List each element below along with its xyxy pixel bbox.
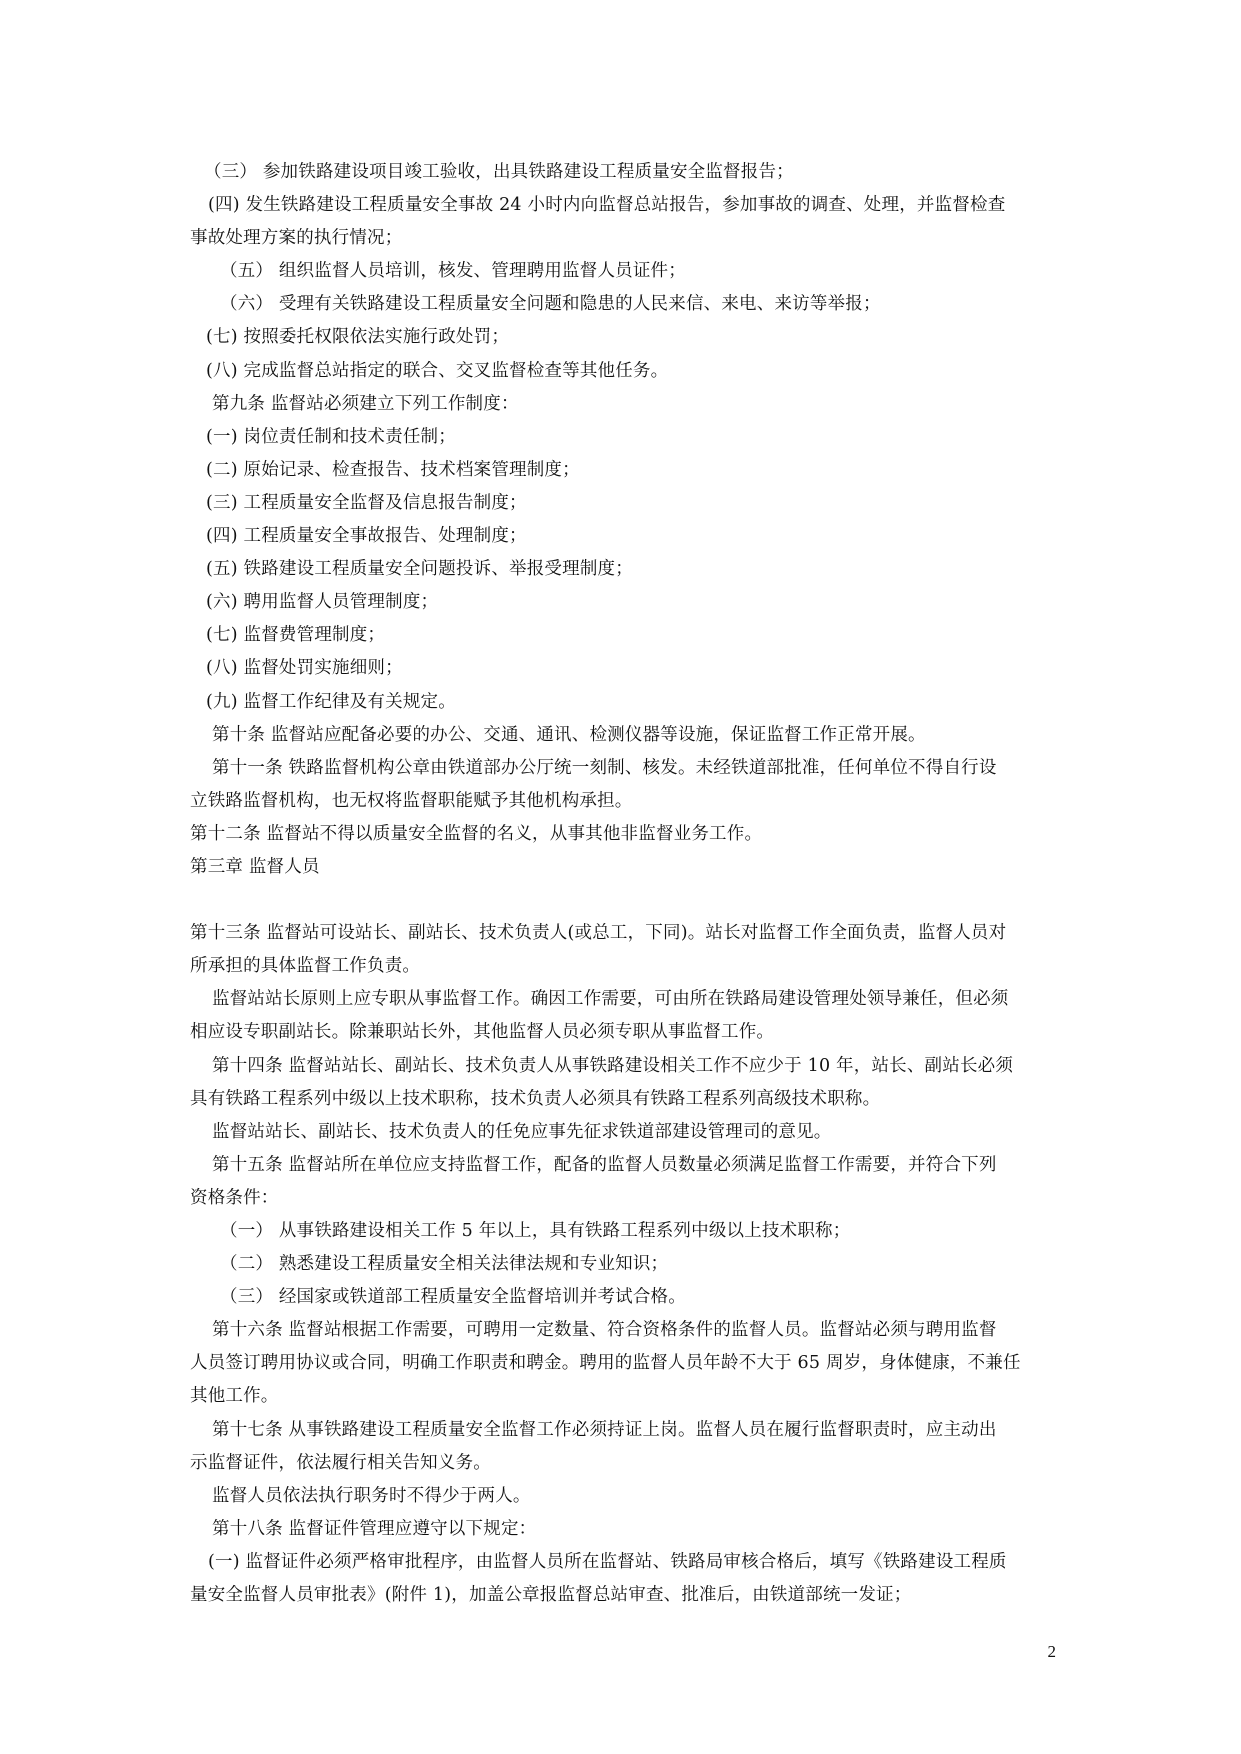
text-line: (一) 岗位责任制和技术责任制；: [206, 426, 456, 447]
text-line: 第十六条 监督站根据工作需要，可聘用一定数量、符合资格条件的监督人员。监督站必须与聘用监督: [212, 1320, 997, 1341]
text-line: (七) 按照委托权限依法实施行政处罚；: [206, 327, 510, 348]
text-line: 第十七条 从事铁路建设工程质量安全监督工作必须持证上岗。监督人员在履行监督职责时，应主动出: [212, 1419, 997, 1440]
text-line: (二) 原始记录、检查报告、技术档案管理制度；: [206, 459, 580, 480]
text-line: 监督站站长、副站长、技术负责人的任免应事先征求铁道部建设管理司的意见。: [212, 1121, 832, 1142]
text-line: （五） 组织监督人员培训，核发、管理聘用监督人员证件；: [220, 261, 686, 282]
text-line: 第十四条 监督站站长、副站长、技术负责人从事铁路建设相关工作不应少于 10 年，站长、副站长必须: [212, 1055, 1014, 1076]
text-line: (七) 监督费管理制度；: [206, 625, 386, 646]
page-number: 2: [1047, 1642, 1056, 1661]
text-line: (四) 工程质量安全事故报告、处理制度；: [206, 526, 527, 547]
text-line: (一) 监督证件必须严格审批程序，由监督人员所在监督站、铁路局审核合格后，填写《铁路建设工程质: [208, 1551, 1007, 1572]
text-line: （二） 熟悉建设工程质量安全相关法律法规和专业知识；: [220, 1254, 669, 1275]
blank-line: [190, 884, 1056, 917]
text-line: 立铁路监督机构，也无权将监督职能赋予其他机构承担。: [190, 790, 633, 811]
text-line: 人员签订聘用协议或合同，明确工作职责和聘金。聘用的监督人员年龄不大于 65 周岁，身体健康，不兼任: [190, 1353, 1021, 1374]
text-line: (九) 监督工作纪律及有关规定。: [206, 691, 456, 712]
text-line: （六） 受理有关铁路建设工程质量安全问题和隐患的人民来信、来电、来访等举报；: [220, 294, 881, 315]
text-line: 监督人员依法执行职务时不得少于两人。: [212, 1485, 531, 1506]
text-line: 示监督证件，依法履行相关告知义务。: [190, 1452, 491, 1473]
text-line: （三） 参加铁路建设项目竣工验收，出具铁路建设工程质量安全监督报告；: [204, 162, 794, 182]
text-line: 其他工作。: [190, 1386, 279, 1407]
body-text: [190, 156, 1056, 1612]
text-line: 第三章 监督人员: [190, 856, 320, 877]
text-line: 具有铁路工程系列中级以上技术职称，技术负责人必须具有铁路工程系列高级技术职称。: [190, 1088, 881, 1109]
text-line: (八) 监督处罚实施细则；: [206, 658, 403, 679]
text-line: 第十二条 监督站不得以质量安全监督的名义，从事其他非监督业务工作。: [190, 823, 763, 844]
text-line: (八) 完成监督总站指定的联合、交叉监督检查等其他任务。: [206, 360, 669, 381]
text-line: 所承担的具体监督工作负责。: [190, 956, 421, 977]
text-line: 第十五条 监督站所在单位应支持监督工作，配备的监督人员数量必须满足监督工作需要，并符合下列: [212, 1154, 997, 1175]
text-line: 第十八条 监督证件管理应遵守以下规定：: [212, 1518, 537, 1539]
text-line: 事故处理方案的执行情况；: [190, 228, 403, 249]
text-line: 资格条件：: [190, 1187, 279, 1208]
text-line: (三) 工程质量安全监督及信息报告制度；: [206, 492, 527, 513]
text-line: 第十条 监督站应配备必要的办公、交通、通讯、检测仪器等设施，保证监督工作正常开展。: [212, 724, 926, 745]
text-line: 量安全监督人员审批表》(附件 1)，加盖公章报监督总站审查、批准后，由铁道部统一发证；: [190, 1585, 912, 1606]
text-line: (五) 铁路建设工程质量安全问题投诉、举报受理制度；: [206, 559, 633, 580]
text-line: (四) 发生铁路建设工程质量安全事故 24 小时内向监督总站报告，参加事故的调查、处理，并监督检查: [208, 195, 1006, 216]
text-line: 监督站站长原则上应专职从事监督工作。确因工作需要，可由所在铁路局建设管理处领导兼任，但必须: [212, 989, 1009, 1010]
text-line: 第十一条 铁路监督机构公章由铁道部办公厅统一刻制、核发。未经铁道部批准，任何单位不得自行设: [212, 757, 997, 778]
text-line: 相应设专职副站长。除兼职站长外，其他监督人员必须专职从事监督工作。: [190, 1022, 775, 1043]
text-line: 第十三条 监督站可设站长、副站长、技术负责人(或总工，下同)。站长对监督工作全面负责，监督人员对: [190, 923, 1007, 944]
text-line: （一） 从事铁路建设相关工作 5 年以上，具有铁路工程系列中级以上技术职称；: [220, 1221, 851, 1241]
text-line: (六) 聘用监督人员管理制度；: [206, 592, 439, 613]
text-line: 第九条 监督站必须建立下列工作制度：: [212, 393, 519, 414]
text-line: （三） 经国家或铁道部工程质量安全监督培训并考试合格。: [220, 1287, 686, 1308]
